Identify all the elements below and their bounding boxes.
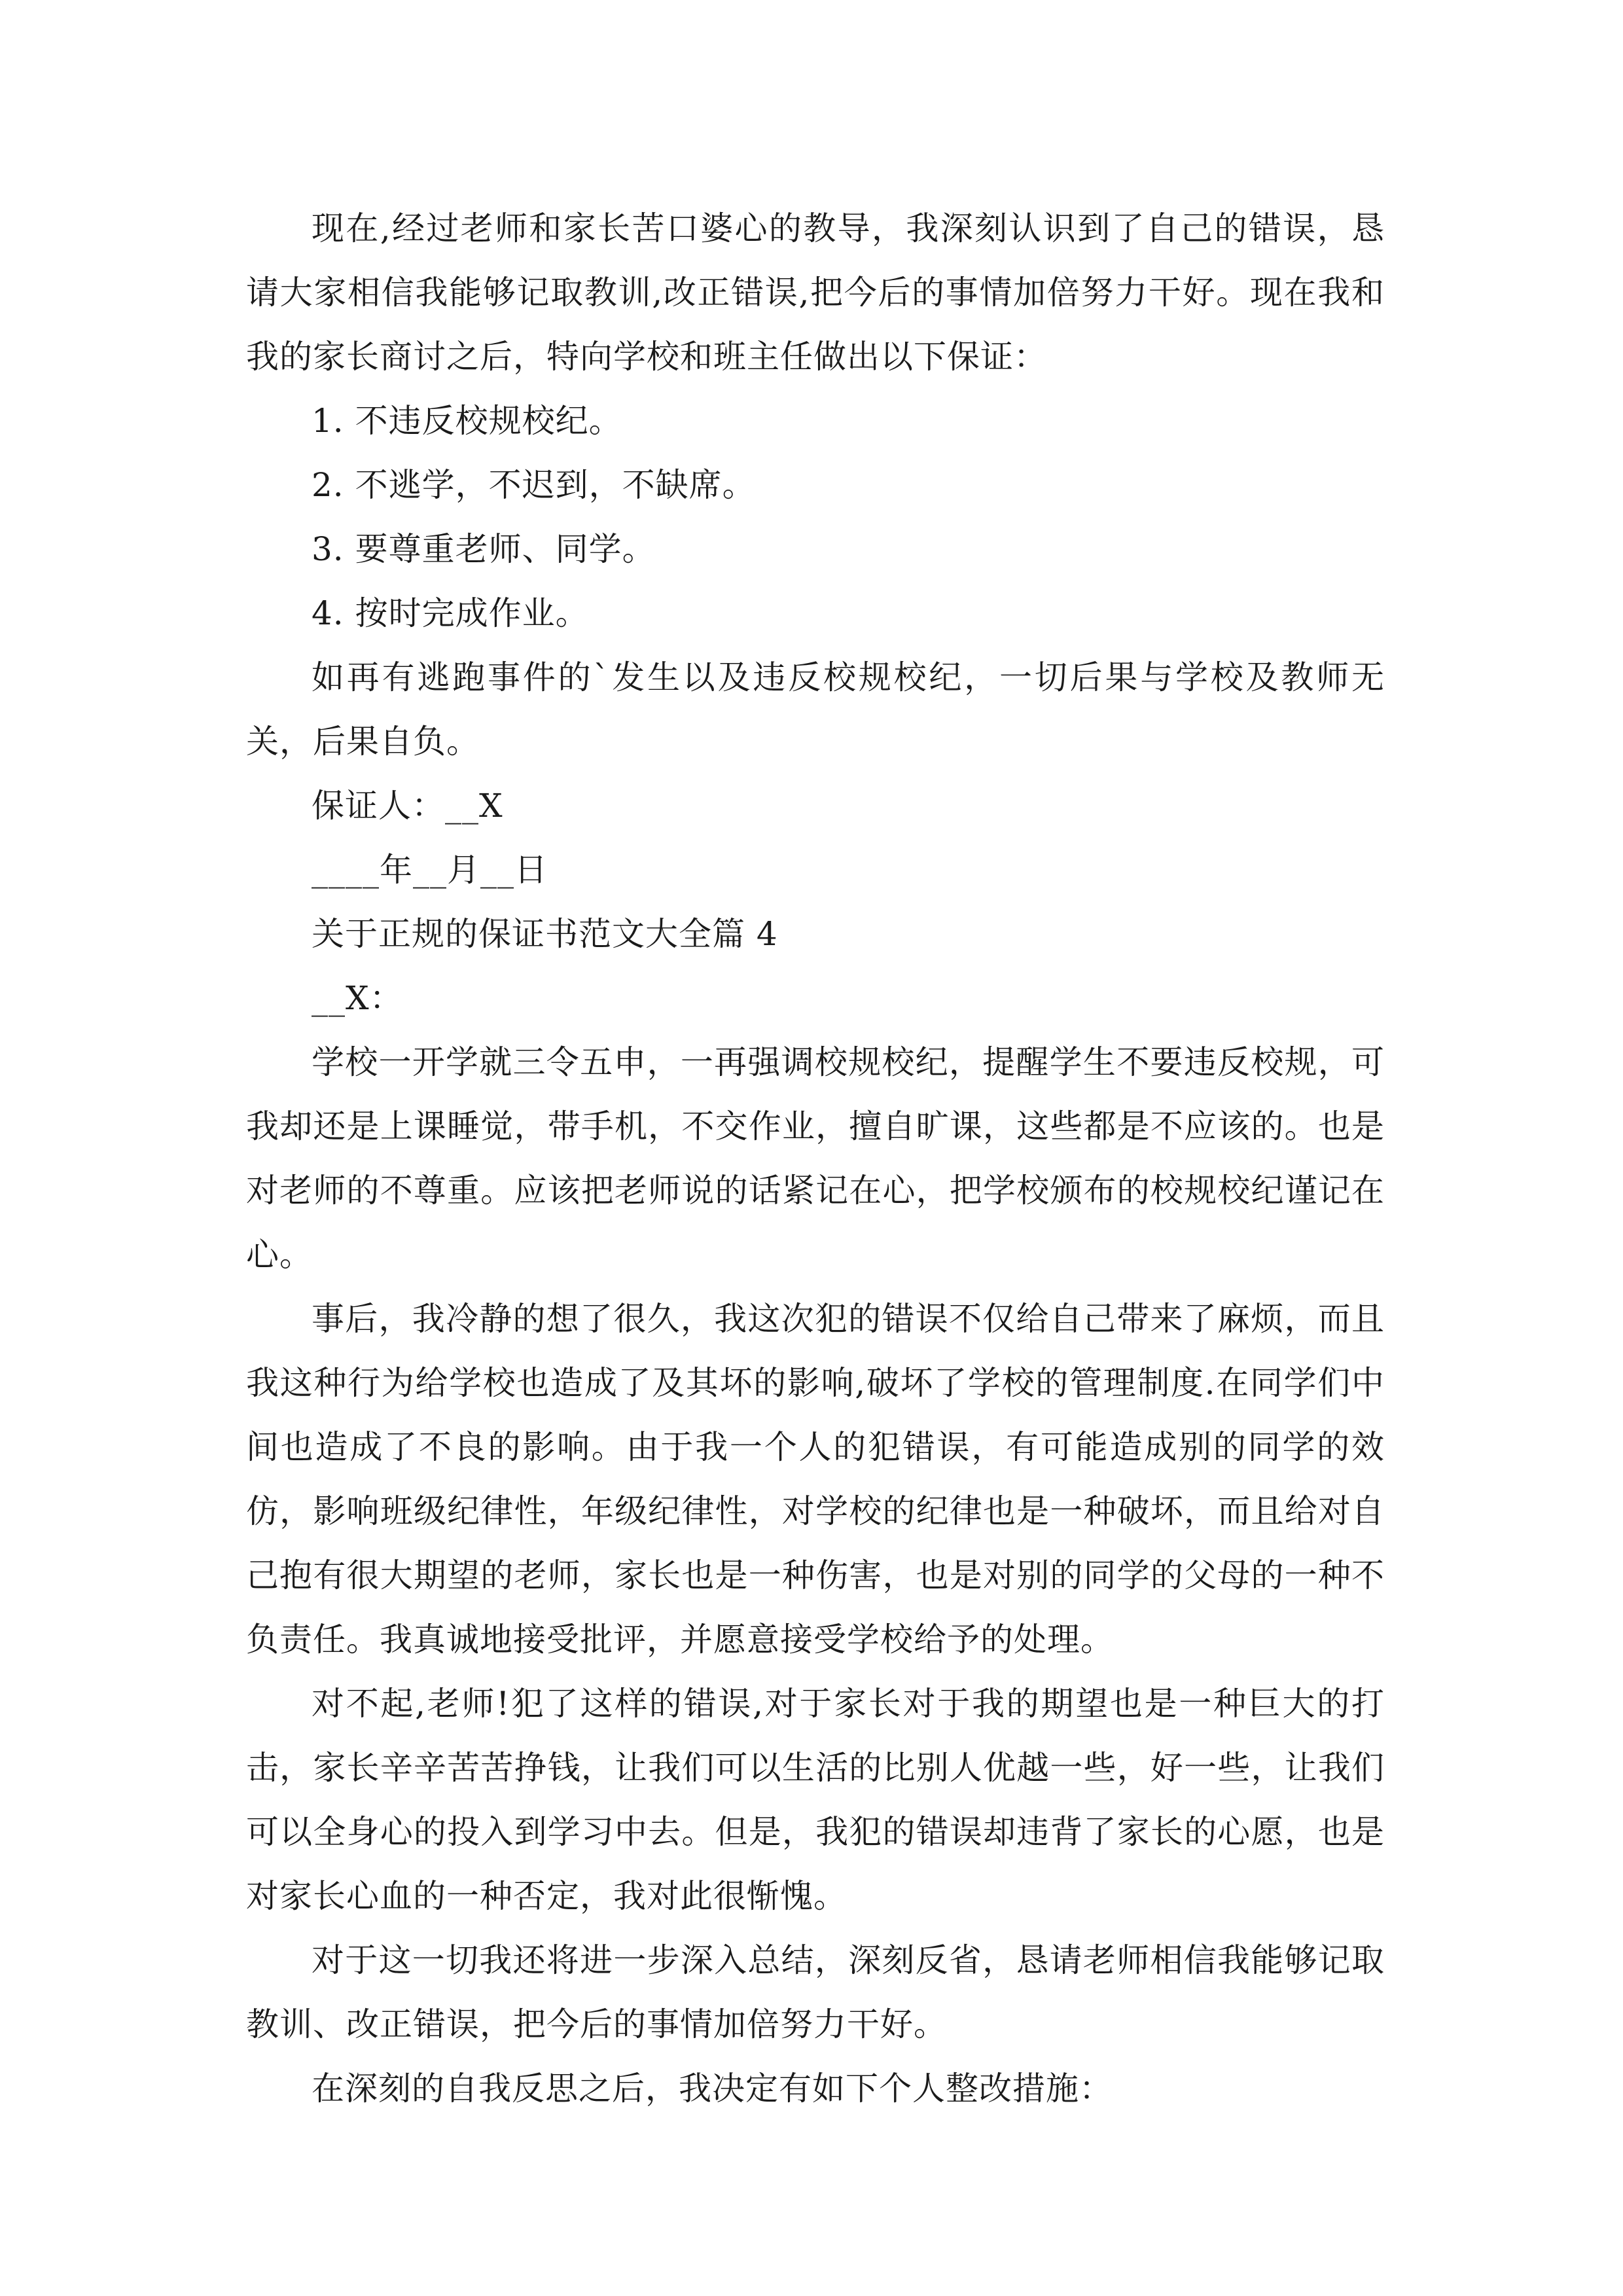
document-page <box>246 196 1385 2121</box>
paragraph-measures: 在深刻的自我反思之后，我决定有如下个人整改措施： <box>312 2070 1113 2108</box>
guarantor-line: 保证人：__X <box>312 787 503 825</box>
paragraph-consequence: 如再有逃跑事件的`发生以及违反校规校纪，一切后果与学校及教师无关，后果自负。 <box>246 658 1385 761</box>
pledge-item-1: 1. 不违反校规校纪。 <box>312 402 622 440</box>
paragraph-school-rules: 学校一开学就三令五申，一再强调校规校纪，提醒学生不要违反校规，可我却还是上课睡觉，带手机，不交作业，擅自旷课，这些都是不应该的。也是对老师的不尊重。应该把老师说的话紧记在心，把学校颁布的校规校纪谨记在心。 <box>246 1043 1385 1274</box>
pledge-item-2: 2. 不逃学，不迟到，不缺席。 <box>312 466 756 504</box>
pledge-item-3: 3. 要尊重老师、同学。 <box>312 530 656 568</box>
paragraph-apology: 对不起,老师!犯了这样的错误,对于家长对于我的期望也是一种巨大的打击，家长辛辛苦苦挣钱，让我们可以生活的比别人优越一些，好一些，让我们可以全身心的投入到学习中去。但是，我犯的错误却违背了家长的心愿，也是对家长心血的一种否定，我对此很惭愧。 <box>246 1685 1385 1915</box>
paragraph-commitment: 对于这一切我还将进一步深入总结，深刻反省，恳请老师相信我能够记取教训、改正错误，把今后的事情加倍努力干好。 <box>246 1941 1385 2043</box>
paragraph-reflection: 事后，我冷静的想了很久，我这次犯的错误不仅给自己带来了麻烦，而且我这种行为给学校也造成了及其坏的影响,破坏了学校的管理制度.在同学们中间也造成了不良的影响。由于我一个人的犯错误，有可能造成别的同学的效仿，影响班级纪律性，年级纪律性，对学校的纪律也是一种破坏，而且给对自己抱有很大期望的老师，家长也是一种伤害，也是对别的同学的父母的一种不负责任。我真诚地接受批评，并愿意接受学校给予的处理。 <box>246 1300 1385 1659</box>
date-line: ____年__月__日 <box>312 851 548 889</box>
paragraph-intro: 现在,经过老师和家长苦口婆心的教导，我深刻认识到了自己的错误，恳请大家相信我能够记取教训,改正错误,把今后的事情加倍努力干好。现在我和我的家长商讨之后，特向学校和班主任做出以下保证： <box>246 209 1385 376</box>
pledge-item-4: 4. 按时完成作业。 <box>312 594 589 632</box>
section-title: 关于正规的保证书范文大全篇 4 <box>312 915 778 953</box>
salutation: __X： <box>312 979 403 1017</box>
